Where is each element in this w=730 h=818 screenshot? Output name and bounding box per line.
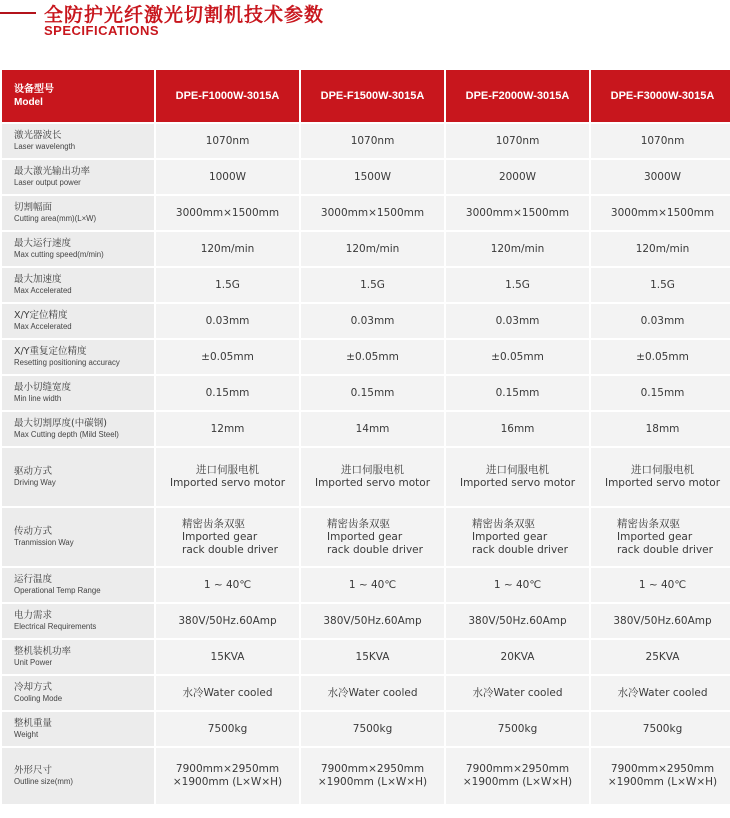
model-header-label (2, 70, 154, 122)
row-label-cn: 最大激光输出功率 (14, 166, 91, 177)
page-header (0, 0, 730, 60)
model-header: DPE-F3000W-3015A (591, 70, 730, 122)
row-label-en: Max Cutting depth (Mild Steel) (14, 430, 119, 439)
row-label-en: Max Accelerated (14, 322, 72, 331)
table-cell: 1070nm (301, 124, 444, 158)
table-cell: 380V/50Hz.60Amp (301, 604, 444, 638)
table-row (2, 376, 730, 410)
cell-line: ×1900mm (L×W×H) (607, 776, 718, 788)
row-label-en: Max cutting speed(m/min) (14, 250, 104, 259)
table-cell: 3000mm×1500mm (301, 196, 444, 230)
table-cell: 3000mm×1500mm (591, 196, 730, 230)
cell-line: 精密齿条双驱 (182, 517, 245, 530)
cell-line: rack double driver (327, 543, 423, 556)
cell-line: 7900mm×2950mm (465, 763, 570, 775)
table-row (2, 304, 730, 338)
cell-line: Imported gear (327, 530, 403, 543)
title-dash (0, 12, 36, 14)
row-label (2, 712, 154, 746)
page-title: 全防护光纤激光切割机技术参数 (44, 4, 325, 26)
cell-line: Imported gear (182, 530, 258, 543)
cell-line: 进口伺服电机 (631, 464, 694, 476)
cell-line: 7900mm×2950mm (175, 763, 280, 775)
row-label-cn: 冷却方式 (14, 682, 53, 693)
table-cell: 1.5G (591, 268, 730, 302)
model-header: DPE-F1000W-3015A (156, 70, 299, 122)
cell-line: 进口伺服电机 (486, 464, 549, 476)
cell-line: 精密齿条双驱 (472, 517, 535, 530)
table-row (2, 160, 730, 194)
table-cell: 380V/50Hz.60Amp (591, 604, 730, 638)
row-label-cn: 传动方式 (14, 526, 53, 537)
model-header-cn: 设备型号 (14, 84, 54, 95)
table-cell (156, 448, 299, 506)
table-cell: 380V/50Hz.60Amp (156, 604, 299, 638)
row-label (2, 604, 154, 638)
row-label-cn: 最小切缝宽度 (14, 382, 72, 393)
table-cell: 水冷Water cooled (301, 676, 444, 710)
table-cell: 120m/min (301, 232, 444, 266)
table-row (2, 748, 730, 804)
table-cell: 0.15mm (301, 376, 444, 410)
table-cell: 1 ~ 40℃ (301, 568, 444, 602)
table-cell (446, 448, 589, 506)
table-cell: 0.03mm (301, 304, 444, 338)
row-label (2, 508, 154, 566)
table-cell: 7500kg (301, 712, 444, 746)
table-cell: 3000mm×1500mm (156, 196, 299, 230)
table-cell: 1 ~ 40℃ (591, 568, 730, 602)
table-cell: 120m/min (446, 232, 589, 266)
table-cell: ±0.05mm (591, 340, 730, 374)
row-label (2, 748, 154, 804)
cell-line: Imported servo motor (169, 477, 286, 489)
table-cell: 1.5G (446, 268, 589, 302)
page-subtitle: SPECIFICATIONS (44, 23, 160, 38)
table-row (2, 712, 730, 746)
row-label-cn: 最大切割厚度(中碳钢) (14, 418, 107, 429)
cell-line: rack double driver (182, 543, 278, 556)
row-label (2, 640, 154, 674)
row-label (2, 304, 154, 338)
row-label (2, 340, 154, 374)
row-label (2, 448, 154, 506)
cell-line: ×1900mm (L×W×H) (172, 776, 283, 788)
table-row (2, 124, 730, 158)
table-row (2, 232, 730, 266)
row-label (2, 232, 154, 266)
cell-line: rack double driver (472, 543, 568, 556)
model-header: DPE-F2000W-3015A (446, 70, 589, 122)
table-cell: 1000W (156, 160, 299, 194)
cell-line: 进口伺服电机 (196, 464, 259, 476)
row-label-cn: 电力需求 (14, 610, 53, 621)
cell-line: ×1900mm (L×W×H) (317, 776, 428, 788)
row-label-en: Weight (14, 730, 39, 739)
table-row (2, 568, 730, 602)
cell-line: rack double driver (617, 543, 713, 556)
table-cell: ±0.05mm (446, 340, 589, 374)
cell-line: Imported gear (617, 530, 693, 543)
table-cell: 1 ~ 40℃ (156, 568, 299, 602)
cell-line: Imported servo motor (604, 477, 721, 489)
cell-line: 7900mm×2950mm (320, 763, 425, 775)
table-cell: 水冷Water cooled (446, 676, 589, 710)
row-label-cn: 最大运行速度 (14, 238, 72, 249)
table-cell: 0.03mm (156, 304, 299, 338)
table-cell: 7500kg (156, 712, 299, 746)
cell-line: 7900mm×2950mm (610, 763, 715, 775)
cell-line: ×1900mm (L×W×H) (462, 776, 573, 788)
table-cell: 1500W (301, 160, 444, 194)
table-cell: 水冷Water cooled (156, 676, 299, 710)
table-row (2, 604, 730, 638)
row-label-en: Electrical Requirements (14, 622, 97, 631)
row-label (2, 124, 154, 158)
row-label-en: Min line width (14, 394, 62, 403)
table-row (2, 448, 730, 506)
table-cell: 2000W (446, 160, 589, 194)
table-cell: 25KVA (591, 640, 730, 674)
table-cell: 0.15mm (446, 376, 589, 410)
row-label-cn: 外形尺寸 (14, 765, 53, 776)
row-label-en: Cooling Mode (14, 694, 63, 703)
row-label (2, 568, 154, 602)
table-cell (156, 508, 299, 566)
table-cell: 12mm (156, 412, 299, 446)
table-cell: 1.5G (301, 268, 444, 302)
table-cell (591, 748, 730, 804)
cell-line: Imported gear (472, 530, 548, 543)
model-header-en: Model (14, 97, 43, 108)
table-cell (446, 748, 589, 804)
row-label-en: Operational Temp Range (14, 586, 101, 595)
row-label-cn: 整机装机功率 (14, 646, 72, 657)
row-label-en: Unit Power (14, 658, 53, 667)
table-cell: 380V/50Hz.60Amp (446, 604, 589, 638)
row-label-en: Resetting positioning accuracy (14, 358, 120, 367)
table-cell (156, 748, 299, 804)
row-label-cn: 驱动方式 (14, 466, 53, 477)
row-label (2, 160, 154, 194)
row-label (2, 676, 154, 710)
table-cell: 1070nm (591, 124, 730, 158)
table-cell: 16mm (446, 412, 589, 446)
row-label-cn: 运行温度 (14, 574, 53, 585)
table-cell: 水冷Water cooled (591, 676, 730, 710)
table-cell (301, 748, 444, 804)
row-label-cn: X/Y定位精度 (14, 310, 68, 321)
table-cell: 120m/min (156, 232, 299, 266)
table-cell: ±0.05mm (156, 340, 299, 374)
row-label-en: Laser output power (14, 178, 81, 187)
table-cell: 1 ~ 40℃ (446, 568, 589, 602)
row-label (2, 412, 154, 446)
row-label (2, 268, 154, 302)
table-row (2, 340, 730, 374)
cell-line: 精密齿条双驱 (327, 517, 390, 530)
table-cell: 0.03mm (446, 304, 589, 338)
cell-line: 精密齿条双驱 (617, 517, 680, 530)
table-cell: 7500kg (446, 712, 589, 746)
model-header: DPE-F1500W-3015A (301, 70, 444, 122)
table-cell (591, 448, 730, 506)
table-cell: ±0.05mm (301, 340, 444, 374)
table-cell: 7500kg (591, 712, 730, 746)
row-label-en: Tranmission Way (14, 538, 74, 547)
table-cell: 1070nm (446, 124, 589, 158)
table-cell: 0.03mm (591, 304, 730, 338)
table-cell: 0.15mm (591, 376, 730, 410)
row-label-en: Outline size(mm) (14, 777, 73, 786)
spec-table (0, 68, 730, 806)
table-row (2, 508, 730, 566)
table-cell: 1070nm (156, 124, 299, 158)
table-cell (301, 508, 444, 566)
row-label (2, 196, 154, 230)
table-row (2, 676, 730, 710)
table-cell: 120m/min (591, 232, 730, 266)
row-label-en: Laser wavelength (14, 142, 76, 151)
table-cell: 1.5G (156, 268, 299, 302)
table-cell: 20KVA (446, 640, 589, 674)
cell-line: Imported servo motor (459, 477, 576, 489)
table-cell (591, 508, 730, 566)
table-cell: 15KVA (156, 640, 299, 674)
row-label-cn: 整机重量 (14, 718, 53, 729)
table-cell (446, 508, 589, 566)
cell-line: 进口伺服电机 (341, 464, 404, 476)
table-cell: 15KVA (301, 640, 444, 674)
cell-line: Imported servo motor (314, 477, 431, 489)
table-row (2, 640, 730, 674)
row-label-cn: 切割幅面 (14, 202, 53, 213)
table-cell (301, 448, 444, 506)
row-label-cn: X/Y重复定位精度 (14, 346, 87, 357)
row-label-en: Driving Way (14, 478, 56, 487)
table-cell: 18mm (591, 412, 730, 446)
table-cell: 14mm (301, 412, 444, 446)
table-row (2, 412, 730, 446)
row-label-cn: 最大加速度 (14, 274, 62, 285)
row-label-cn: 激光器波长 (14, 130, 62, 141)
row-label (2, 376, 154, 410)
table-row (2, 268, 730, 302)
table-cell: 3000W (591, 160, 730, 194)
row-label-en: Cutting area(mm)(L×W) (14, 214, 97, 223)
row-label-en: Max Accelerated (14, 286, 72, 295)
table-cell: 0.15mm (156, 376, 299, 410)
table-cell: 3000mm×1500mm (446, 196, 589, 230)
table-row (2, 196, 730, 230)
